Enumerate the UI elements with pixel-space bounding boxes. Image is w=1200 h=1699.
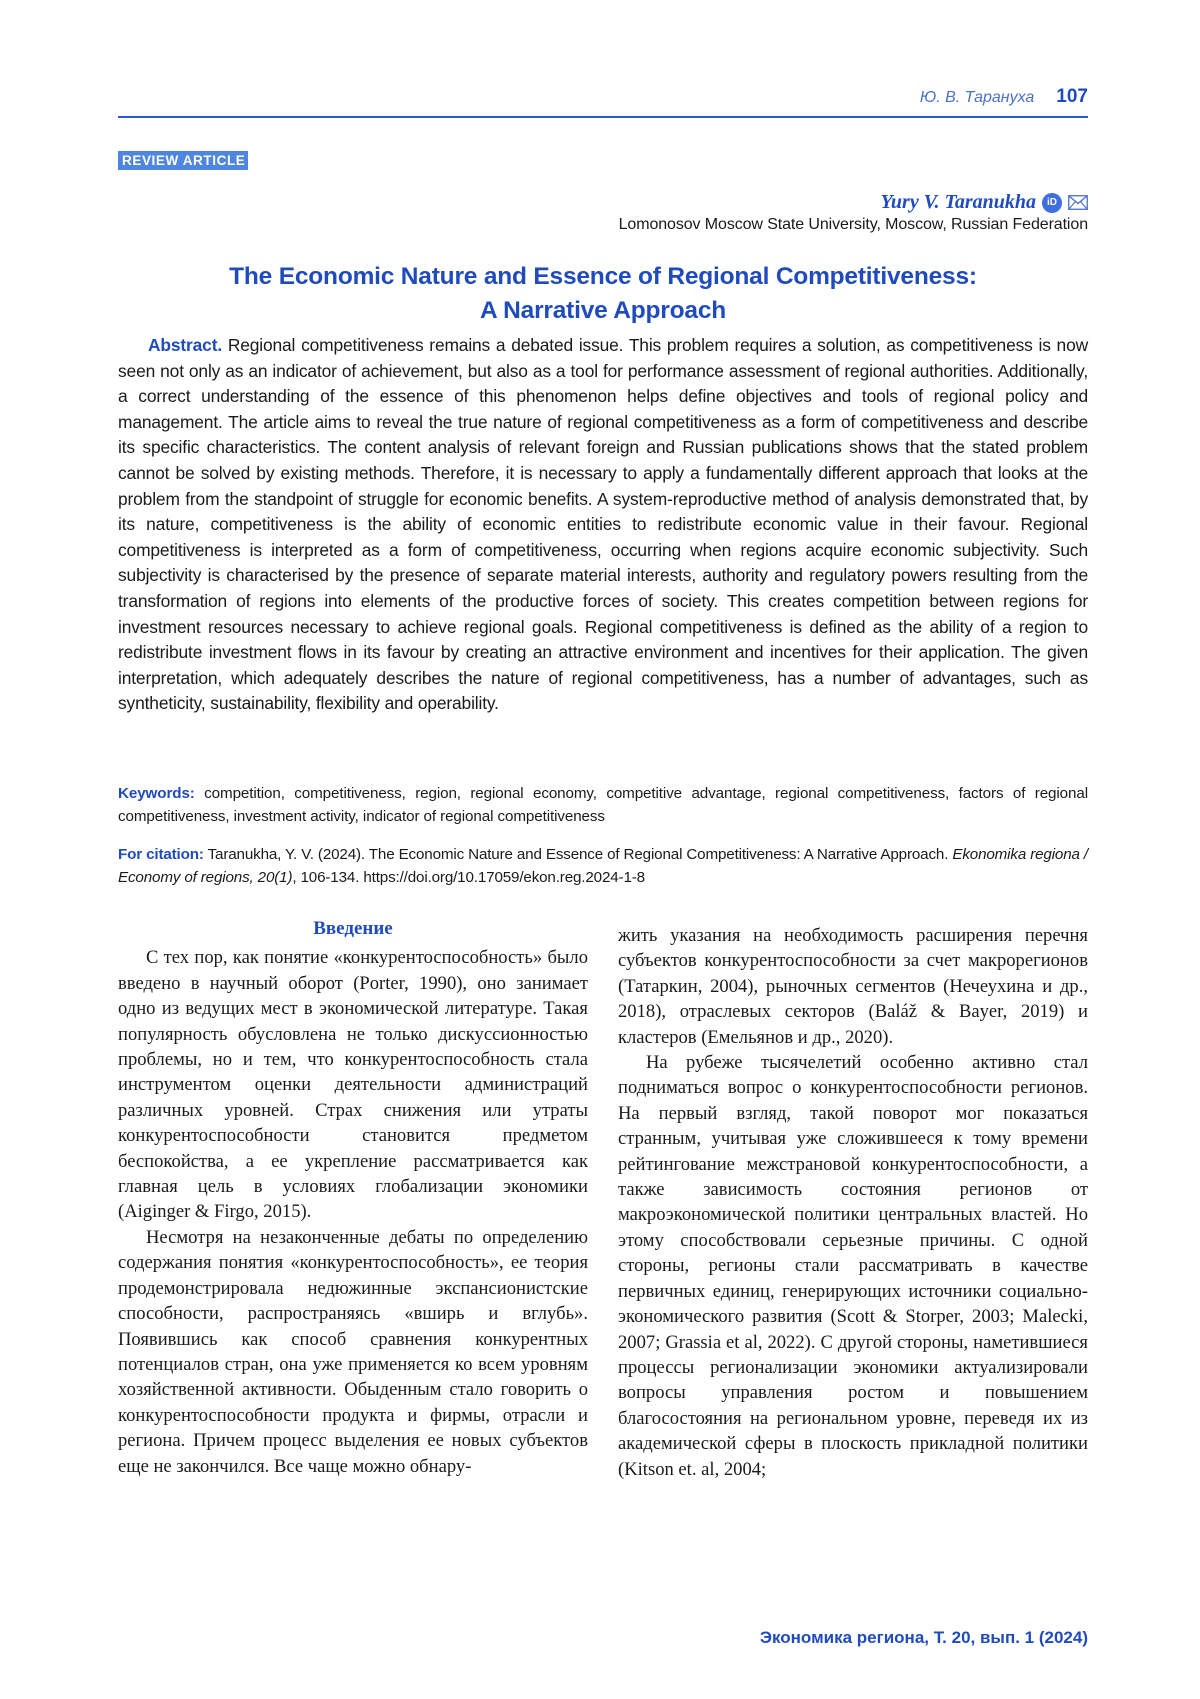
body-column-left (118, 916, 588, 1479)
body-paragraph: На рубеже тысячелетий особенно активно стал подниматься вопрос о конкурентоспособности регионов. На первый взгляд, такой поворот мог показаться странным, учитывая уже сложившееся к тому времени рейтингование межстрановой конкурентоспособности, а также зависимость состояния регионов от макроэкономической политики центральных властей. Но этому способствовали серьезные причины. С одной стороны, регионы стали рассматривать в качестве первичных единиц, генерирующих источники социально-экономического развития (Scott & Storper, 2003; Malecki, 2007; Grassia et al, 2022). С другой стороны, наметившиеся процессы регионализации экономики актуализировали вопросы управления ростом и повышением благосостояния на региональном уровне, переведя их из академической сферы в плоскость прикладной политики (Kitson et. al, 2004; (618, 1052, 1088, 1480)
article-title-line-1: The Economic Nature and Essence of Regional Competitiveness: (229, 263, 977, 290)
abstract (118, 333, 1088, 717)
body-paragraph: жить указания на необходимость расширения перечня субъектов конкурентоспособности за счет макрорегионов (Татаркин, 2004), рыночных сегментов (Нечеухина и др., 2018), отраслевых секторов (Baláž & Bayer, 2019) и кластеров (Емельянов и др., 2020). (618, 925, 1088, 1048)
abstract-label: Abstract. (148, 335, 223, 355)
keywords (118, 782, 1088, 828)
author-affiliation: Lomonosov Moscow State University, Moscow, Russian Federation (618, 216, 1088, 233)
article-title (118, 260, 1088, 328)
keywords-label: Keywords: (118, 785, 195, 802)
author-line (881, 191, 1088, 214)
citation-text: Taranukha, Y. V. (2024). The Economic Nature and Essence of Regional Competitiveness: A Narrative Approach. (207, 846, 949, 863)
running-author: Ю. В. Тарануха (919, 89, 1035, 106)
citation-doi[interactable]: , 106-134. https://doi.org/10.17059/ekon.reg.2024-1-8 (292, 869, 645, 886)
mail-icon[interactable] (1068, 195, 1088, 210)
running-header (920, 86, 1088, 108)
body-column-right (618, 923, 1088, 1482)
abstract-text: Regional competitiveness remains a debated issue. This problem requires a solution, as competitiveness is now seen not only as an indicator of achievement, but also as a tool for performance assessment of regional authorities. Additionally, a correct understanding of the essence of this phenomenon helps define objectives and tools of regional policy and management. The article aims to reveal the true nature of regional competitiveness as a form of competitiveness and describe its specific characteristics. The content analysis of relevant foreign and Russian publications shows that the stated problem cannot be solved by existing methods. Therefore, it is necessary to apply a fundamentally different approach that looks at the problem from the standpoint of struggle for economic benefits. A system-reproductive method of analysis demonstrated that, by its nature, competitiveness is the ability of economic entities to redistribute economic value in their favour. Regional competitiveness is interpreted as a form of competitiveness, occurring when regions acquire economic subjectivity. Such subjectivity is characterised by the presence of separate material interests, authority and regulatory powers resulting from the transformation of regions into elements of the productive forces of society. This creates competition between regions for investment resources necessary to achieve regional goals. Regional competitiveness is defined as the ability of a region to redistribute investment flows in its favour by creating an attractive environment and incentives for their application. The given interpretation, which adequately describes the nature of regional competitiveness, has a number of advantages, such as syntheticity, sustainability, flexibility and operability. (118, 335, 1088, 714)
body-paragraph: С тех пор, как понятие «конкурентоспособность» было введено в научный оборот (Porter, 1990), оно занимает одно из ведущих мест в экономической литературе. Такая популярность обусловлена не только дискуссионностью проблемы, но и тем, что конкурентоспособность стала инструментом оценки деятельности администраций различных уровней. Страх снижения или утраты конкурентоспособности становится предметом беспокойства, а ее укрепление рассматривается как главная цель в условиях глобализации экономики (Aiginger & Firgo, 2015). (118, 947, 588, 1223)
orcid-icon[interactable]: iD (1042, 193, 1062, 213)
journal-footer: Экономика региона, Т. 20, вып. 1 (2024) (759, 1628, 1088, 1647)
journal-page (118, 0, 1088, 1699)
citation (118, 843, 1088, 889)
header-rule (118, 116, 1088, 118)
keywords-text: competition, competitiveness, region, regional economy, competitive advantage, regional competitiveness, factors of regional competitiveness, investment activity, indicator of regional competitiveness (118, 785, 1088, 825)
article-type-badge: REVIEW ARTICLE (118, 151, 248, 170)
section-heading-introduction: Введение (313, 918, 393, 939)
author-name: Yury V. Taranukha (880, 191, 1036, 213)
body-paragraph: Несмотря на незаконченные дебаты по определению содержания понятия «конкурентоспособность», ее теория продемонстрировала недюжинные экспансионистские способности, распространяясь «вширь и вглубь». Появившись как способ сравнения конкурентных потенциалов стран, она уже применяется ко всем уровням хозяйственной активности. Обыденным стало говорить о конкурентоспособности продукта и фирмы, отрасли и региона. Причем процесс выделения ее новых субъектов еще не закончился. Все чаще можно обнару- (118, 1226, 588, 1477)
page-number: 107 (1056, 86, 1088, 107)
article-title-line-2: A Narrative Approach (479, 297, 727, 324)
citation-label: For citation: (118, 846, 204, 863)
citation-journal: Ekonomika regiona / Economy of regions, 20(1) (118, 846, 1088, 886)
